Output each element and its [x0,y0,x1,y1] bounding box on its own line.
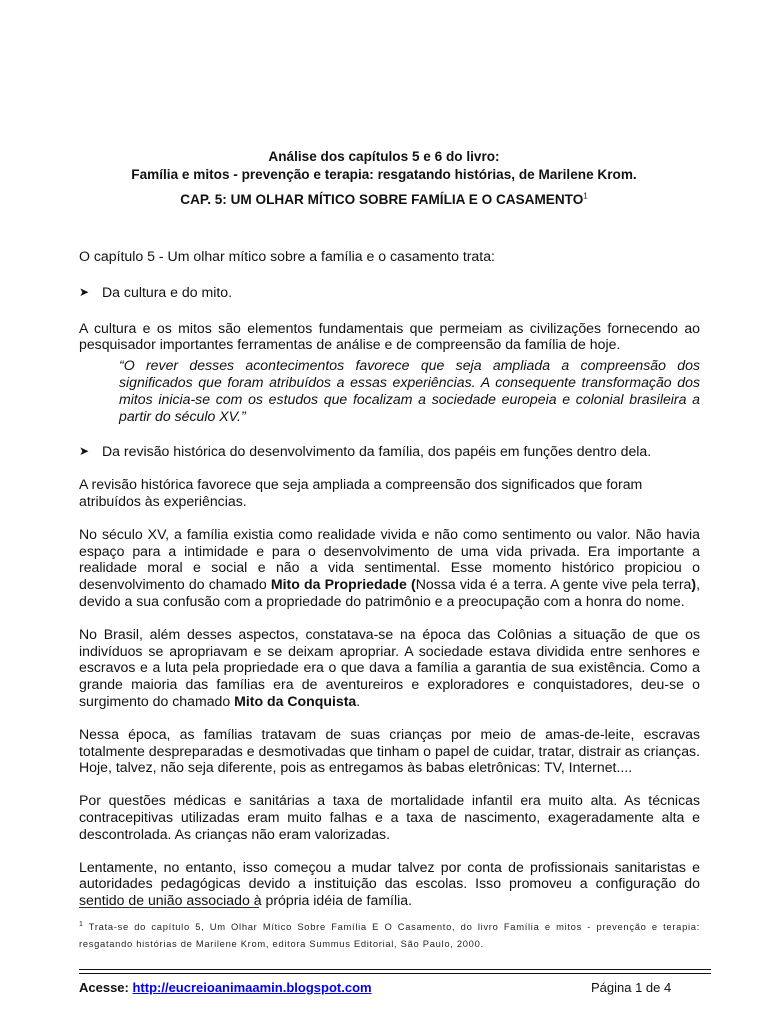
chapter-title [60,192,708,207]
paragraph-brasil [79,626,700,710]
paragraph-mortalidade: Por questões médicas e sanitárias a taxa de mortalidade infantil era muito alta. As técnicas contracepitivas utilizadas eram muito falhas e a taxa de nascimento, exageradamente alta e descontrolada. As crianças não eram valorizadas. [79,792,700,842]
blog-link[interactable]: http://eucreioanimaamin.blogspot.com [132,980,372,995]
intro-paragraph: O capítulo 5 - Um olhar mítico sobre a família e o casamento trata: [79,248,495,264]
chapter-footnote-ref: 1 [583,191,588,201]
arrow-bullet-icon: ➤ [79,284,90,299]
document-body [79,248,700,909]
arrow-bullet-icon: ➤ [79,444,90,459]
mito-propriedade-term: Mito da Propriedade ( [270,576,416,593]
paragraph-text: , devido a sua confusão com a propriedade do patrimônio e a preocupação com a honra do nome. [79,576,700,609]
footer-divider-top [79,969,711,970]
bullet-text: Da revisão histórica do desenvolvimento da família, dos papéis em funções dentro dela. [102,443,652,460]
paragraph-revision: A revisão histórica favorece que seja ampliada a compreensão dos significados que foram atribuídos às experiências. [79,476,643,509]
paragraph-text: Nossa vida é a terra. A gente vive pela terra [415,576,692,593]
mito-conquista-term: Mito da Conquista [234,692,357,709]
footnote [79,918,700,952]
page-number: Página 1 de 4 [591,980,672,995]
document-heading [60,148,708,184]
footnote-text: Trata-se do capítulo 5, Um Olhar Mítico Sobre Família E O Casamento, do livro Família e mitos - prevenção e terapia: resgatando histórias de Marilene Krom, editora Summus Editorial, São Paulo, 2000. [79,921,700,949]
heading-line-1: Análise dos capítulos 5 e 6 do livro: [268,149,500,164]
footnote-divider [79,907,259,908]
footnote-number: 1 [79,920,84,928]
paragraph-text: No século XV, a família existia como realidade vivida e não como sentimento ou valor. Não havia espaço para a intimidade e para o desenvolvimento de uma vida privada. Era importante a realidade moral e social e não a vida sentimental. Esse momento histórico propiciou o desenvolvimento do chamado [79,525,700,593]
paragraph-culture: A cultura e os mitos são elementos fundamentais que permeiam as civilizações fornecendo ao pesquisador importantes ferramentas de análise e de compreensão da família de hoje. [79,319,700,353]
footer-divider-bottom [79,973,711,974]
bullet-item-history [79,443,700,460]
bold-paren: ) [691,576,697,593]
bullet-item-culture [79,284,700,301]
paragraph-seculo-xv [79,526,700,610]
quote-block: “O rever desses acontecimentos favorece que seja ampliada a compreensão dos significados que foram atribuídos a essas experiências. A consequente transformação dos mitos inicia-se com os estudos que focalizam a sociedade europeia e colonial brasileira a partir do século XV.” [119,357,700,424]
heading-line-2: Família e mitos - prevenção e terapia: resgatando histórias, de Marilene Krom. [131,167,637,182]
bullet-text: Da cultura e do mito. [102,283,233,300]
footer-label: Acesse: [79,980,133,995]
footer-access [79,980,372,995]
paragraph-mudanca: Lentamente, no entanto, isso começou a mudar talvez por conta de profissionais sanitaristas e autoridades pedagógicas devido a instituição das escolas. Isso promoveu a configuração do sentido de união associado à própria idéia de família. [79,858,700,909]
paragraph-text: . [356,692,361,709]
paragraph-amas-de-leite: Nessa época, as famílias tratavam de suas crianças por meio de amas-de-leite, escravas totalmente despreparadas e desmotivadas que tinham o papel de cuidar, tratar, distrair as crianças. Hoje, talvez, não seja diferente, pois as entregamos às babas eletrônicas: TV, Internet.... [79,725,700,776]
paragraph-text: No Brasil, além desses aspectos, constatava-se na época das Colônias a situação de que os indivíduos se apropriavam e se deixam apropriar. A sociedade estava dividida entre senhores e escravos e a luta pela propriedade era o que dava a família a garantia de sua existência. Como a grande maioria das famílias era de aventureiros e exploradores e conquistadores, deu-se o surgimento do chamado [79,625,700,709]
chapter-title-text: CAP. 5: UM OLHAR MÍTICO SOBRE FAMÍLIA E O CASAMENTO [180,192,584,207]
